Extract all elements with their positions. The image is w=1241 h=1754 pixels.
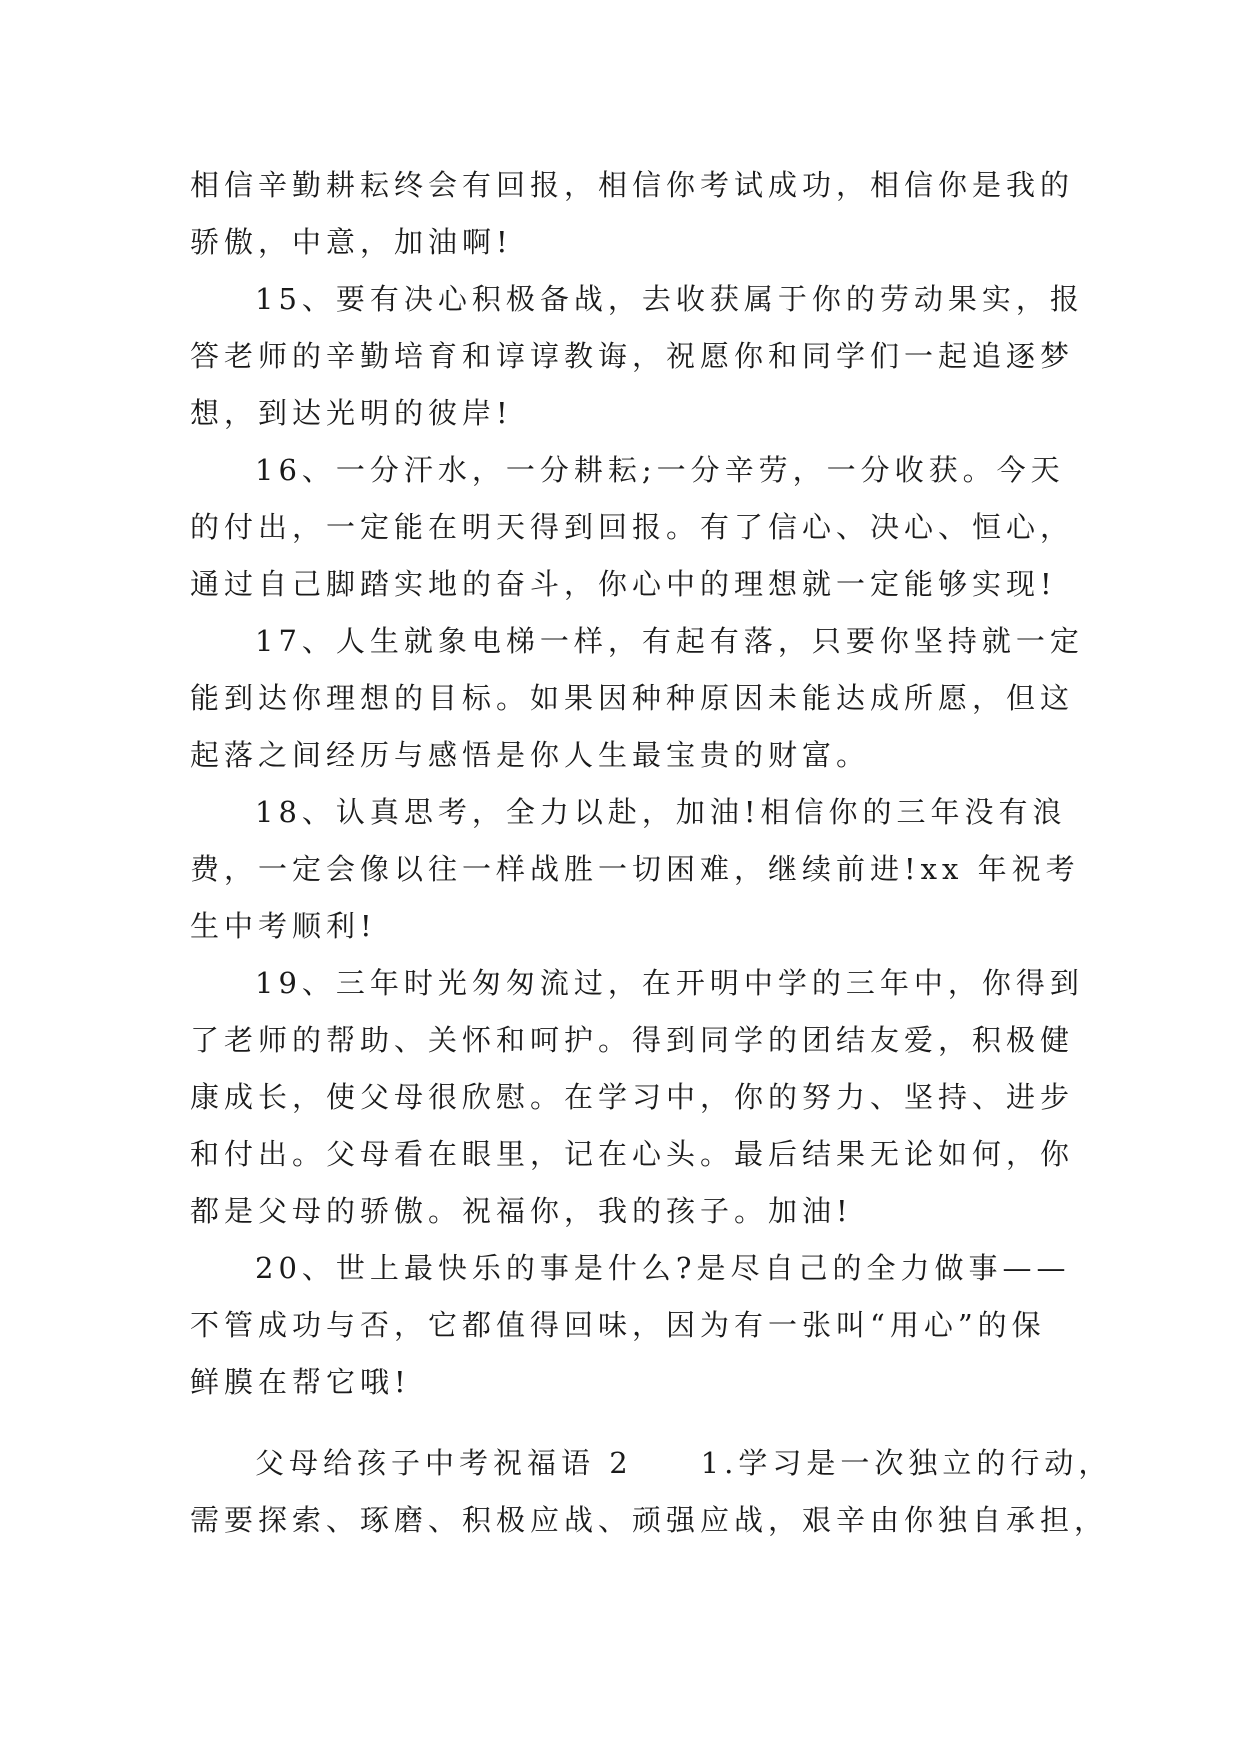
- paragraph-20-line: 20、世上最快乐的事是什么?是尽自己的全力做事——: [255, 1251, 1071, 1285]
- text-line: 和付出。父母看在眼里，记在心头。最后结果无论如何，你: [190, 1137, 1075, 1171]
- paragraph-19-line: 19、三年时光匆匆流过，在开明中学的三年中，你得到: [255, 966, 1084, 1000]
- text-line: 的付出，一定能在明天得到回报。有了信心、决心、恒心，: [190, 510, 1075, 544]
- text-line: 想，到达光明的彼岸!: [190, 396, 513, 430]
- text-line: 起落之间经历与感悟是你人生最宝贵的财富。: [190, 738, 871, 772]
- text-line: 了老师的帮助、关怀和呵护。得到同学的团结友爱，积极健: [190, 1023, 1075, 1057]
- text-line: 不管成功与否，它都值得回味，因为有一张叫“用心”的保: [190, 1308, 1046, 1342]
- text-line: 生中考顺利!: [190, 909, 377, 943]
- paragraph-18-line: 18、认真思考，全力以赴，加油!相信你的三年没有浪: [255, 795, 1067, 829]
- text-line: 相信辛勤耕耘终会有回报，相信你考试成功，相信你是我的: [190, 168, 1075, 202]
- paragraph-17-line: 17、人生就象电梯一样，有起有落，只要你坚持就一定: [255, 624, 1084, 658]
- section-heading-line: 父母给孩子中考祝福语 2 1.学习是一次独立的行动，: [255, 1446, 1113, 1480]
- text-line: 康成长，使父母很欣慰。在学习中，你的努力、坚持、进步: [190, 1080, 1075, 1114]
- text-line: 鲜膜在帮它哦!: [190, 1365, 411, 1399]
- text-line: 费，一定会像以往一样战胜一切困难，继续前进!xx 年祝考: [190, 852, 1080, 886]
- paragraph-15-line: 15、要有决心积极备战，去收获属于你的劳动果实，报: [255, 282, 1084, 316]
- text-line: 能到达你理想的目标。如果因种种原因未能达成所愿，但这: [190, 681, 1075, 715]
- text-line: 都是父母的骄傲。祝福你，我的孩子。加油!: [190, 1194, 853, 1228]
- text-line: 答老师的辛勤培育和谆谆教诲，祝愿你和同学们一起追逐梦: [190, 339, 1075, 373]
- paragraph-16-line: 16、一分汗水，一分耕耘;一分辛劳，一分收获。今天: [255, 453, 1065, 487]
- text-line: 通过自己脚踏实地的奋斗，你心中的理想就一定能够实现!: [190, 567, 1057, 601]
- text-line: 骄傲，中意，加油啊!: [190, 225, 513, 259]
- text-line: 需要探索、琢磨、积极应战、顽强应战，艰辛由你独自承担，: [190, 1503, 1109, 1537]
